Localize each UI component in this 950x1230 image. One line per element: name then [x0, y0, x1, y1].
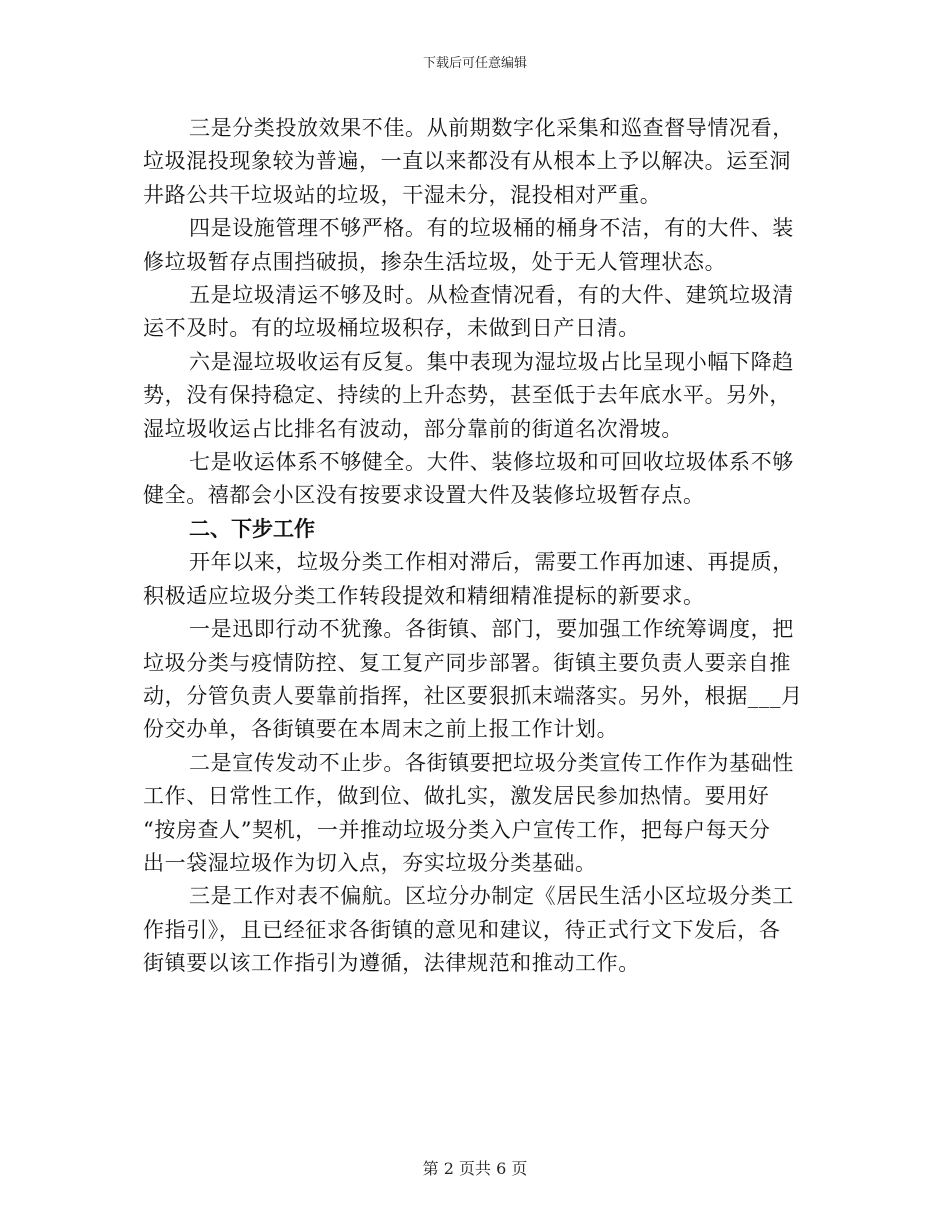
text-line: 动，分管负责人要靠前指挥，社区要狠抓末端落实。另外，根据___月: [143, 683, 803, 708]
text-line: 开年以来，垃圾分类工作相对滞后，需要工作再加速、再提质，: [189, 550, 794, 575]
text-line: 垃圾分类与疫情防控、复工复产同步部署。街镇主要负责人要亲自推: [143, 650, 791, 675]
text-line: 井路公共干垃圾站的垃圾，干湿未分，混投相对严重。: [143, 182, 662, 207]
text-line: 垃圾混投现象较为普遍，一直以来都没有从根本上予以解决。运至洞: [143, 149, 791, 174]
text-line: 工作、日常性工作，做到位、做扎实，激发居民参加热情。要用好: [143, 784, 770, 809]
text-line: 作指引》，且已经征求各街镇的意见和建议，待正式行文下发后，各: [143, 917, 781, 942]
page-header: 下载后可任意编辑: [422, 56, 527, 71]
document-body: [143, 112, 805, 981]
paragraph-wet-garbage: [143, 346, 805, 446]
text-line: “按房查人”契机，一并推动垃圾分类入户宣传工作，把每户每天分: [143, 817, 771, 842]
page-footer: 第 2 页共 6 页: [422, 1159, 528, 1178]
text-line: 修垃圾暂存点围挡破损，掺杂生活垃圾，处于无人管理状态。: [143, 249, 727, 274]
paragraph-sorting-disposal: [143, 112, 805, 212]
text-line: 积极适应垃圾分类工作转段提效和精细精准提标的新要求。: [143, 583, 705, 608]
text-line: 份交办单，各街镇要在本周末之前上报工作计划。: [143, 717, 619, 742]
paragraph-work-guidelines: [143, 880, 805, 980]
paragraph-facility-management: [143, 212, 805, 279]
section-heading: 二、下步工作: [189, 516, 315, 541]
text-line: 二是宣传发动不止步。各街镇要把垃圾分类宣传工作作为基础性: [189, 750, 794, 775]
text-line: 四是设施管理不够严格。有的垃圾桶的桶身不洁，有的大件、装: [189, 216, 794, 241]
text-line: 七是收运体系不够健全。大件、装修垃圾和可回收垃圾体系不够: [189, 450, 794, 475]
text-line: 势，没有保持稳定、持续的上升态势，甚至低于去年底水平。另外，: [143, 383, 791, 408]
paragraph-publicity: [143, 747, 805, 881]
text-line: 运不及时。有的垃圾桶垃圾积存，未做到日产日清。: [143, 316, 640, 341]
paragraph-garbage-clearing: [143, 279, 805, 346]
text-line: 街镇要以该工作指引为遵循，法律规范和推动工作。: [143, 951, 640, 976]
paragraph-collection-system: [143, 446, 805, 513]
text-line: 湿垃圾收运占比排名有波动，部分靠前的街道名次滑坡。: [143, 416, 683, 441]
paragraph-act-immediately: [143, 613, 805, 747]
text-line: 三是工作对表不偏航。区垃分办制定《居民生活小区垃圾分类工: [189, 884, 794, 909]
text-line: 六是湿垃圾收运有反复。集中表现为湿垃圾占比呈现小幅下降趋: [189, 349, 794, 374]
text-line: 出一袋湿垃圾作为切入点，夯实垃圾分类基础。: [143, 850, 597, 875]
text-line: 五是垃圾清运不够及时。从检查情况看，有的大件、建筑垃圾清: [189, 283, 794, 308]
text-line: 三是分类投放效果不佳。从前期数字化采集和巡查督导情况看，: [189, 116, 794, 140]
paragraph-intro: [143, 546, 805, 613]
text-line: 一是迅即行动不犹豫。各街镇、部门，要加强工作统筹调度，把: [189, 617, 794, 642]
text-line: 健全。禧都会小区没有按要求设置大件及装修垃圾暂存点。: [143, 483, 705, 508]
